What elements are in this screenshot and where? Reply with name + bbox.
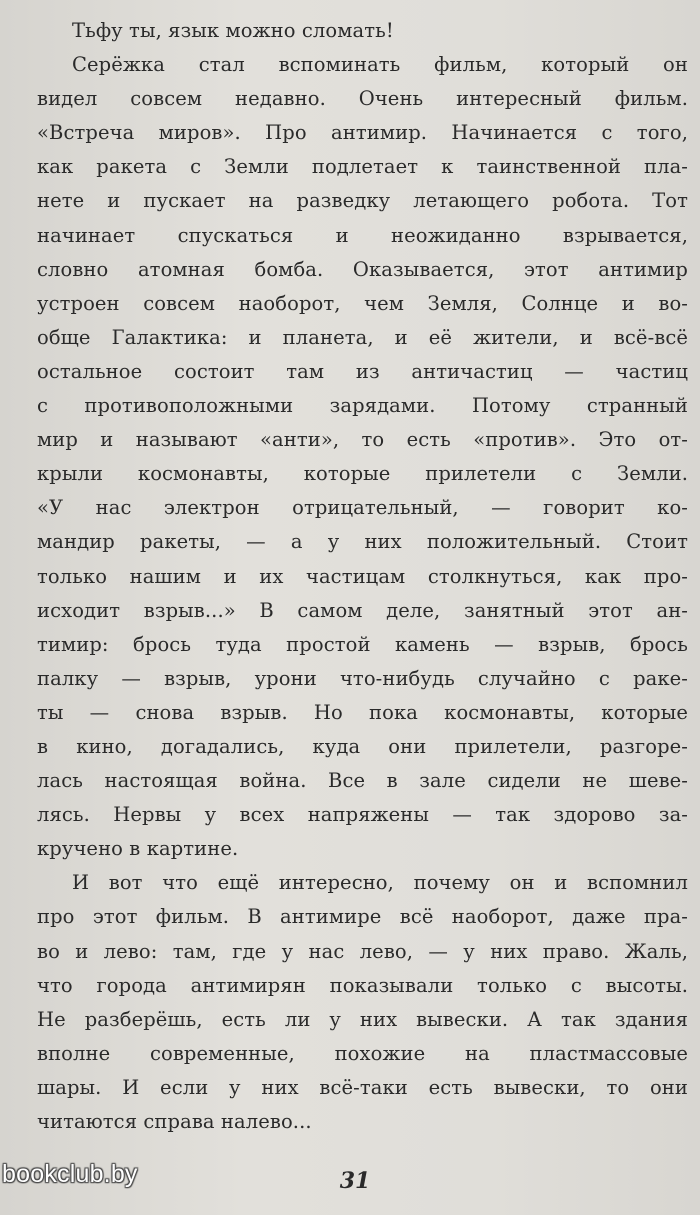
text-line: «У нас электрон отрицательный, — говорит ко- bbox=[37, 496, 688, 520]
text-line: исходит взрыв...» В самом деле, занятный этот ан- bbox=[37, 598, 688, 622]
text-line: Тьфу ты, язык можно сломать! bbox=[72, 19, 394, 42]
text-line: видел совсем недавно. Очень интересный фильм. bbox=[37, 87, 688, 111]
text-line: мандир ракеты, — а у них положительный. Стоит bbox=[37, 530, 688, 554]
text-line: во и лево: там, где у нас лево, — у них право. Жаль, bbox=[37, 939, 688, 963]
text-line: устроен совсем наоборот, чем Земля, Солнце и во- bbox=[37, 291, 688, 315]
watermark-text: bookclub.by bbox=[2, 1160, 138, 1188]
text-line: И вот что ещё интересно, почему он и вспомнил bbox=[72, 871, 688, 895]
text-line: как ракета с Земли подлетает к таинственной пла- bbox=[37, 155, 688, 179]
text-line: начинает спускаться и неожиданно взрывается, bbox=[37, 223, 688, 247]
text-line: с противоположными зарядами. Потому странный bbox=[37, 394, 688, 418]
text-line: что города антимирян показывали только с высоты. bbox=[37, 973, 688, 997]
text-line: в кино, догадались, куда они прилетели, разгоре- bbox=[37, 734, 688, 758]
text-line: палку — взрыв, урони что-нибудь случайно с раке- bbox=[37, 666, 688, 690]
text-line: лась настоящая война. Все в зале сидели не шеве- bbox=[37, 769, 688, 793]
text-line: лясь. Нервы у всех напряжены — так здорово за- bbox=[37, 803, 688, 827]
text-line: тимир: брось туда простой камень — взрыв, брось bbox=[37, 632, 688, 656]
text-line: крыли космонавты, которые прилетели с Земли. bbox=[37, 462, 688, 486]
text-line: шары. И если у них всё-таки есть вывески, то они bbox=[37, 1075, 688, 1099]
page-number: 31 bbox=[339, 1168, 371, 1194]
text-line: про этот фильм. В антимире всё наоборот, даже пра- bbox=[37, 905, 688, 929]
text-line: ты — снова взрыв. Но пока космонавты, которые bbox=[37, 700, 688, 724]
text-line: остальное состоит там из античастиц — частиц bbox=[37, 359, 688, 383]
text-line: обще Галактика: и планета, и её жители, и всё-всё bbox=[37, 325, 688, 349]
page-text bbox=[37, 14, 688, 1139]
text-line: вполне современные, похожие на пластмассовые bbox=[37, 1041, 688, 1065]
text-line: Не разберёшь, есть ли у них вывески. А так здания bbox=[37, 1007, 688, 1031]
text-line: мир и называют «анти», то есть «против». Это от- bbox=[37, 428, 688, 452]
text-line: читаются справа налево... bbox=[37, 1110, 312, 1133]
text-line: словно атомная бомба. Оказывается, этот антимир bbox=[37, 257, 688, 281]
text-line: Серёжка стал вспоминать фильм, который он bbox=[72, 53, 688, 77]
text-line: кручено в картине. bbox=[37, 837, 239, 861]
text-line: «Встреча миров». Про антимир. Начинается с того, bbox=[37, 121, 688, 145]
text-line: только нашим и их частицам столкнуться, как про- bbox=[37, 564, 688, 588]
text-line: нете и пускает на разведку летающего робота. Тот bbox=[37, 189, 688, 213]
